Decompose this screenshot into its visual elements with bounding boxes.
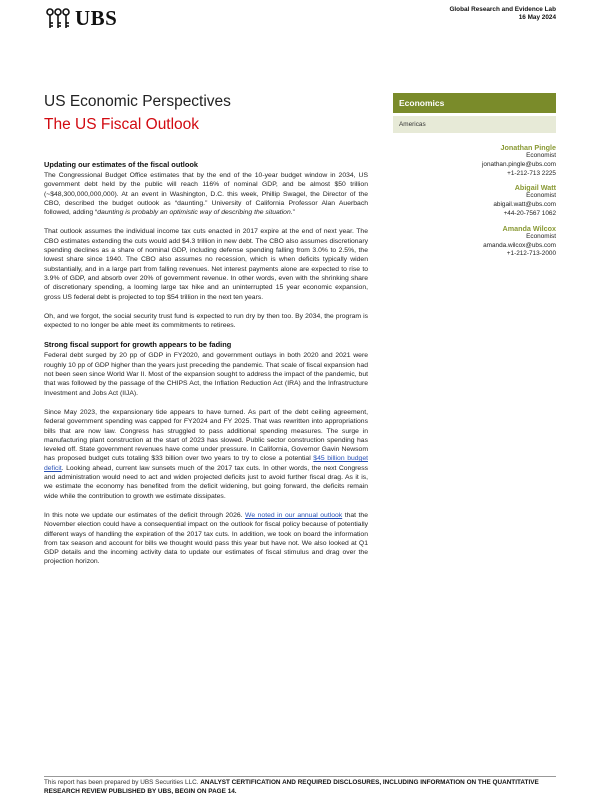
author-role: Economist (526, 152, 556, 159)
section-heading: Updating our estimates of the fiscal outlook (44, 160, 198, 169)
footer-prefix: This report has been prepared by UBS Securities LLC. (44, 779, 201, 786)
ubs-keys-icon (44, 7, 72, 31)
paragraph-text: The Congressional Budget Office estimates that by the end of the 10-year budget window in 2034, US government debt held by the public will reach 116% of nominal GDP, and be almost $50 trillion (~$48,300,000,000,000). At an event in Washington, D.C. this week, Phillip Swagel, the Director of the CBO, described the budget outlook as “daunting.” University of California Professor Alan Auerbach followed, adding “ (44, 172, 368, 217)
budget-deficit-link[interactable]: $45 billion budget deficit (44, 455, 368, 472)
author-role: Economist (526, 192, 556, 200)
author-name: Amanda Wilcox (502, 223, 556, 233)
paragraph-text: Since May 2023, the expansionary tide appears to have turned. As part of the debt ceiling agreement, federal government spending was capped for FY2024 and FY 2025. That was rewritten into appropriations bills that are now law. Congress has struggled to pass additional spending measures. The surge in manufacturing plant construction at the start of 2023 has slowed. Public sector construction spending has leveled off. State government revenues have come under pressure. In California, Governor Gavin Newsom has proposed budget cuts totaling $33 billion over two years to try to close a potential (44, 408, 368, 463)
author-card (393, 224, 556, 259)
author-phone: +1-212-713-2000 (506, 250, 556, 258)
quote-close: ” (292, 209, 295, 217)
footer-disclosure-bold: ANALYST CERTIFICATION AND REQUIRED DISCLOSURES, INCLUDING INFORMATION ON THE QUANTITATIVE RESEARCH REVIEW PUBLISHED BY UBS, BEGIN ON PAGE 14. (44, 779, 539, 795)
report-subtitle: The US Fiscal Outlook (44, 116, 200, 133)
report-header (449, 6, 556, 22)
author-phone: +1-212-713 2225 (507, 169, 556, 177)
region-label: Americas (393, 116, 556, 133)
paragraph: Federal debt surged by 20 pp of GDP in FY2020, and government outlays in both 2020 and 2021 were roughly 10 pp of GDP higher than the years just preceding the pandemic. That scale of fiscal expansion had not been seen since World War II. Most of the expansion sought to address the impact of the pandemic, but that was followed by the passage of the CHIPS Act, the Inflation Reduction Act (IRA) and the Infrastructure Investment and Jobs Act (IIJA). (44, 352, 368, 397)
paragraph: That outlook assumes the individual income tax cuts enacted in 2017 expire at the end of next year. The CBO estimates extending the cuts would add $4.3 trillion in new debt. The CBO also assumes discretionary spending declines as a share of nominal GDP, including defense spending falling from 3.0% to 2.5%, the lowest share since 1940. The CBO also assumes no recession, which is when deficits typically widen substantially, and in a large part from falling revenues. Net interest payments alone are expected to rise to 3.9% of GDP, and absorb over 20% of government revenue. In other words, even with the shrinking share of discretionary spending, a looming large tax hike and an uninterrupted 15 year economic expansion, gross US federal debt is projected to top $54 trillion in the next ten years. (44, 228, 368, 301)
section-heading: Strong fiscal support for growth appears to be fading (44, 340, 232, 350)
paragraph: Oh, and we forgot, the social security trust fund is expected to run dry by then too. By 2034, the program is expected to no longer be able meet its commitments to retirees. (44, 312, 368, 330)
paragraph-text: In this note we update our estimates of the deficit through 2026. (44, 511, 246, 519)
lab-name: Global Research and Evidence Lab (449, 6, 556, 13)
author-card (393, 143, 556, 178)
paragraph-text: that the November election could have a consequential impact on the outlook for fiscal policy because of potentially different ways of handling the expiration of the 2017 tax cuts. In addition, we took on board the information from tax season and account for bills we thought would pass this year but have not. We also looked at Q1 GDP details and the incoming activity data to update our estimates of fiscal stimulus and drag over the projection horizon. (44, 511, 368, 566)
report-date: 16 May 2024 (518, 14, 556, 21)
author-email[interactable]: jonathan.pingle@ubs.com (482, 160, 556, 168)
author-role: Economist (526, 232, 556, 240)
report-title: US Economic Perspectives (44, 93, 231, 110)
sidebar (393, 93, 556, 264)
annual-outlook-link[interactable]: We noted in our annual outlook (245, 511, 343, 519)
paragraph (44, 511, 368, 567)
author-phone: +44-20-7567 1062 (503, 209, 556, 217)
footer-disclosure (44, 776, 556, 797)
author-email[interactable]: abigail.watt@ubs.com (493, 201, 556, 209)
author-name: Abigail Watt (514, 183, 556, 193)
logo-wordmark: UBS (75, 6, 118, 30)
ubs-logo (44, 6, 117, 31)
author-name: Jonathan Pingle (500, 143, 556, 152)
author-card (393, 183, 556, 218)
quote-text: daunting is probably an optimistic way of describing the situation. (97, 209, 293, 217)
author-list (393, 143, 556, 259)
author-email[interactable]: amanda.wilcox@ubs.com (483, 241, 556, 249)
report-body (44, 160, 368, 577)
paragraph (44, 408, 368, 501)
category-badge: Economics (393, 93, 556, 113)
paragraph (44, 171, 368, 217)
paragraph-text: . Looking ahead, current law sunsets much of the 2017 tax cuts. In other words, the next Congress and administration would need to act and widen projected deficits just to avoid further fiscal drag. As it is, we estimate the economy has benefited from the deficit widening, but going forward, the deficits remain wide while the contribution to growth we estimate dissipates. (44, 464, 368, 500)
